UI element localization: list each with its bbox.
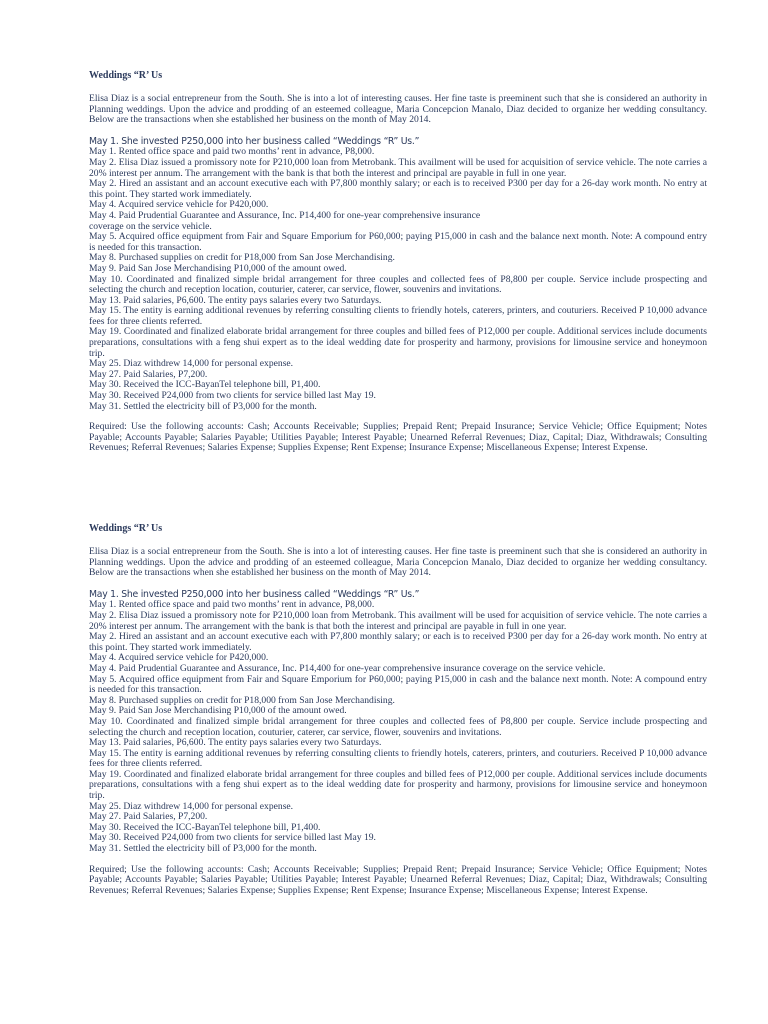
transaction-line: May 19. Coordinated and finalized elaborate bridal arrangement for three couples and billed fees of P12,000 per couple. Additional services include documents preparations, consultations with a feng shui expert as to the ideal wedding date for prosperity and harmony, provisions for limousine service and honeymoon trip. bbox=[89, 326, 707, 359]
problem-intro: Elisa Diaz is a social entrepreneur from the South. She is into a lot of interesting causes. Her fine taste is preeminent such that she is considered an authority in Planning weddings. Upon the advice and prodding of an esteemed colleague, Maria Concepcion Manalo, Diaz decided to organize her wedding consultancy. Below are the transactions when she established her business on the month of May 2014. bbox=[89, 93, 707, 126]
transaction-line: May 13. Paid salaries, P6,600. The entity pays salaries every two Saturdays. bbox=[89, 737, 382, 749]
transaction-line: May 27. Paid Salaries, P7,200. bbox=[89, 811, 208, 823]
transaction-line: coverage on the service vehicle. bbox=[89, 220, 212, 232]
transaction-line: May 30. Received P24,000 from two clients for service billed last May 19. bbox=[89, 832, 376, 844]
problem-copy-1 bbox=[89, 70, 707, 454]
transaction-line: May 1. She invested P250,000 into her business called “Weddings “R” Us.” bbox=[89, 135, 420, 147]
transaction-line: May 1. Rented office space and paid two months’ rent in advance, P8,000. bbox=[89, 599, 375, 611]
transaction-line: May 4. Acquired service vehicle for P420,000. bbox=[89, 199, 269, 211]
transaction-list bbox=[89, 137, 707, 412]
transaction-line: May 8. Purchased supplies on credit for P18,000 from San Jose Merchandising. bbox=[89, 252, 395, 264]
transaction-line: May 27. Paid Salaries, P7,200. bbox=[89, 368, 208, 380]
transaction-line: May 25. Diaz withdrew 14,000 for personal expense. bbox=[89, 358, 294, 370]
transaction-line: May 4. Acquired service vehicle for P420,000. bbox=[89, 652, 269, 664]
transaction-line: May 5. Acquired office equipment from Fair and Square Emporium for P60,000; paying P15,000 in cash and the balance next month. Note: A compound entry is needed for this transaction. bbox=[89, 673, 707, 696]
transaction-line: May 2. Elisa Diaz issued a promissory note for P210,000 loan from Metrobank. This availment will be used for acquisition of service vehicle. The note carries a 20% interest per annum. The arrangement with the bank is that both the interest and principal are payable in full in one year. bbox=[89, 609, 707, 632]
transaction-line: May 4. Paid Prudential Guarantee and Assurance, Inc. P14,400 for one-year comprehensive insurance coverage on the service vehicle. bbox=[89, 662, 606, 674]
transaction-line: May 25. Diaz withdrew 14,000 for personal expense. bbox=[89, 800, 294, 812]
required-accounts: Required: Use the following accounts: Cash; Accounts Receivable; Supplies; Prepaid Rent; Prepaid Insurance; Service Vehicle; Office Equipment; Notes Payable; Accounts Payable; Salaries Payable; Utilities Payable; Interest Payable; Unearned Referral Revenues; Diaz, Capital; Diaz, Withdrawals; Consulting Revenues; Referral Revenues; Salaries Expense; Supplies Expense; Rent Expense; Insurance Expense; Miscellaneous Expense; Interest Expense. bbox=[89, 421, 707, 454]
transaction-line: May 30. Received P24,000 from two clients for service billed last May 19. bbox=[89, 390, 376, 402]
problem-copy-2 bbox=[89, 523, 707, 896]
transaction-line: May 10. Coordinated and finalized simple bridal arrangement for three couples and collected fees of P8,800 per couple. Service include prospecting and selecting the church and reception location, couturier, caterer, car service, flower, souvenirs and invitations. bbox=[89, 715, 707, 738]
problem-title: Weddings “R’ Us bbox=[89, 70, 163, 81]
transaction-list bbox=[89, 590, 707, 855]
transaction-line: May 1. She invested P250,000 into her business called “Weddings “R” Us.” bbox=[89, 588, 420, 600]
problem-title: Weddings “R’ Us bbox=[89, 523, 163, 534]
transaction-line: May 9. Paid San Jose Merchandising P10,000 of the amount owed. bbox=[89, 262, 347, 274]
transaction-line: May 4. Paid Prudential Guarantee and Assurance, Inc. P14,400 for one-year comprehensive insurance bbox=[89, 209, 481, 221]
transaction-line: May 31. Settled the electricity bill of P3,000 for the month. bbox=[89, 400, 317, 412]
transaction-line: May 30. Received the ICC-BayanTel telephone bill, P1,400. bbox=[89, 821, 321, 833]
transaction-line: May 9. Paid San Jose Merchandising P10,000 of the amount owed. bbox=[89, 705, 347, 717]
transaction-line: May 8. Purchased supplies on credit for P18,000 from San Jose Merchandising. bbox=[89, 694, 395, 706]
required-accounts: Required; Use the following accounts: Cash; Accounts Receivable; Supplies; Prepaid Rent; Prepaid Insurance; Service Vehicle; Office Equipment; Notes Payable; Accounts Payable; Salaries Payable; Utilities Payable; Interest Payable; Unearned Referral Revenues; Diaz, Capital; Diaz, Withdrawals; Consulting Revenues; Referral Revenues; Salaries Expense; Supplies Expense; Rent Expense; Insurance Expense; Miscellaneous Expense; Interest Expense. bbox=[89, 863, 707, 896]
transaction-line: May 15. The entity is earning additional revenues by referring consulting clients to friendly hotels, caterers, printers, and couturiers. Received P 10,000 advance fees for three clients referred. bbox=[89, 305, 707, 327]
transaction-line: May 31. Settled the electricity bill of P3,000 for the month. bbox=[89, 843, 317, 855]
transaction-line: May 19. Coordinated and finalized elaborate bridal arrangement for three couples and billed fees of P12,000 per couple. Additional services include documents preparations, consultations with a feng shui expert as to the ideal wedding date for prosperity and harmony, provisions for limousine service and honeymoon trip. bbox=[89, 768, 707, 802]
transaction-line: May 15. The entity is earning additional revenues by referring consulting clients to friendly hotels, caterers, printers, and couturiers. Received P 10,000 advance fees for three clients referred. bbox=[89, 747, 707, 770]
transaction-line: May 2. Hired an assistant and an account executive each with P7,800 monthly salary; or each is to received P300 per day for a 26-day work month. No entry at this point. They started work immediately. bbox=[89, 631, 707, 653]
transaction-line: May 10. Coordinated and finalized simple bridal arrangement for three couples and collected fees of P8,800 per couple. Service include prospecting and selecting the church and reception location, couturier, caterer, car service, flower, souvenirs and invitations. bbox=[89, 273, 707, 296]
transaction-line: May 5. Acquired office equipment from Fair and Square Emporium for P60,000; paying P15,000 in cash and the balance next month. Note: A compound entry is needed for this transaction. bbox=[89, 231, 707, 253]
transaction-line: May 30. Received the ICC-BayanTel telephone bill, P1,400. bbox=[89, 379, 321, 391]
transaction-line: May 2. Hired an assistant and an account executive each with P7,800 monthly salary; or each is to received P300 per day for a 26-day work month. No entry at this point. They started work immediately. bbox=[89, 178, 707, 200]
transaction-line: May 13. Paid salaries, P6,600. The entity pays salaries every two Saturdays. bbox=[89, 294, 382, 306]
problem-intro: Elisa Diaz is a social entrepreneur from the South. She is into a lot of interesting causes. Her fine taste is preeminent such that she is considered an authority in Planning weddings. Upon the advice and prodding of an esteemed colleague, Maria Concepcion Manalo, Diaz decided to organize her wedding consultancy. Below are the transactions when she established her business on the month of May 2014. bbox=[89, 546, 707, 579]
transaction-line: May 2. Elisa Diaz issued a promissory note for P210,000 loan from Metrobank. This availment will be used for acquisition of service vehicle. The note carries a 20% interest per annum. The arrangement with the bank is that both the interest and principal are payable in full in one year. bbox=[89, 156, 707, 179]
transaction-line: May 1. Rented office space and paid two months’ rent in advance, P8,000. bbox=[89, 146, 375, 158]
